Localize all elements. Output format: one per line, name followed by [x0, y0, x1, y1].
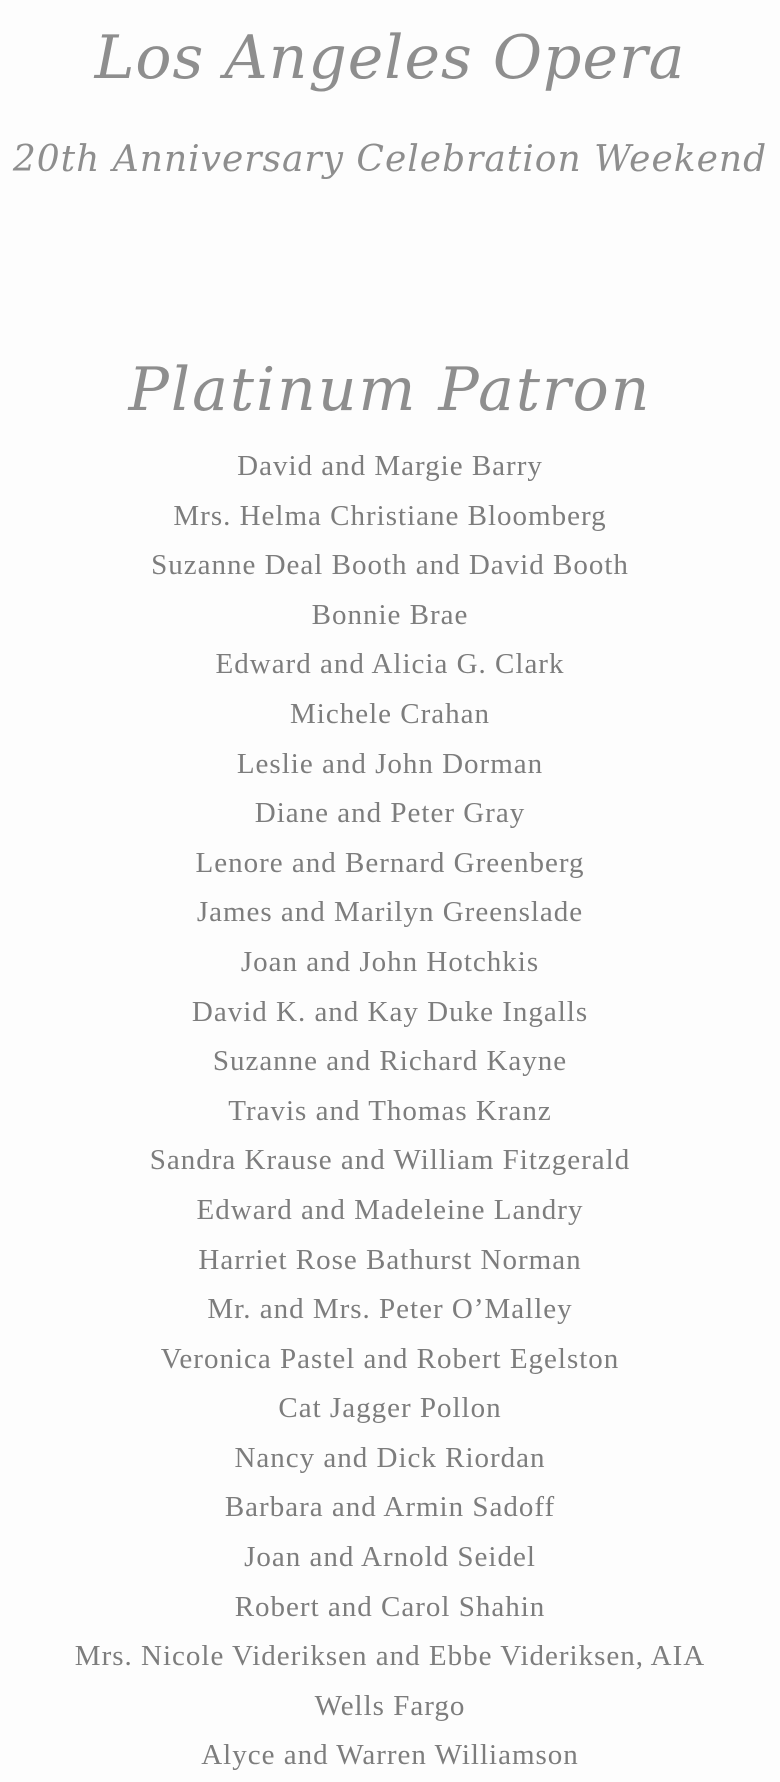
patron-name: Mrs. Helma Christiane Bloomberg — [173, 499, 607, 532]
patron-name: Wells Fargo — [314, 1689, 466, 1722]
patron-name: Alyce and Warren Williamson — [201, 1739, 579, 1772]
patron-name: Cat Jagger Pollon — [278, 1392, 502, 1425]
patron-name: David K. and Kay Duke Ingalls — [191, 995, 589, 1028]
patron-list — [0, 442, 780, 1781]
patron-name: Travis and Thomas Kranz — [228, 1094, 552, 1127]
patron-name: Suzanne Deal Booth and David Booth — [151, 549, 629, 582]
patron-name: Edward and Alicia G. Clark — [215, 648, 565, 681]
patron-name: Edward and Madeleine Landry — [196, 1193, 584, 1226]
patron-name: Leslie and John Dorman — [236, 747, 544, 780]
patron-name: Michele Crahan — [289, 697, 490, 730]
patron-name: Joan and Arnold Seidel — [244, 1541, 536, 1574]
patron-name: Joan and John Hotchkis — [240, 945, 540, 978]
patron-name: Robert and Carol Shahin — [234, 1590, 546, 1623]
patron-name: David and Margie Barry — [237, 450, 543, 482]
patron-name: Mrs. Nicole Videriksen and Ebbe Videriksen, AIA — [74, 1640, 706, 1673]
section-title: Platinum Patron — [128, 355, 652, 425]
patron-name: Suzanne and Richard Kayne — [212, 1045, 568, 1078]
patron-name: Lenore and Bernard Greenberg — [195, 846, 585, 879]
patron-name: Harriet Rose Bathurst Norman — [198, 1243, 582, 1276]
event-title: 20th Anniversary Celebration Weekend — [12, 139, 768, 180]
patron-name: Mr. and Mrs. Peter O’Malley — [207, 1293, 573, 1326]
patron-name: Veronica Pastel and Robert Egelston — [160, 1342, 620, 1375]
patron-name: Nancy and Dick Riordan — [234, 1441, 546, 1474]
patron-name: Diane and Peter Gray — [254, 797, 526, 830]
patron-name: Barbara and Armin Sadoff — [224, 1491, 556, 1524]
patron-name: James and Marilyn Greenslade — [196, 896, 584, 929]
organization-title: Los Angeles Opera — [94, 23, 686, 93]
patron-name: Bonnie Brae — [311, 598, 469, 631]
patron-name: Sandra Krause and William Fitzgerald — [149, 1144, 631, 1177]
